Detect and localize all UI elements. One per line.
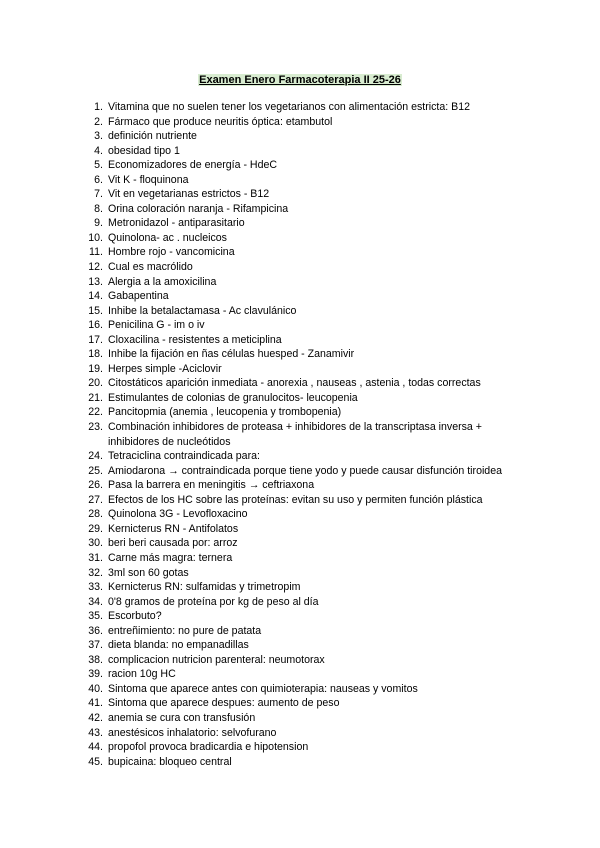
list-item-number: 26. xyxy=(88,479,103,492)
list-item-text: Carne más magra: ternera xyxy=(108,551,233,564)
list-item-text: Kernicterus RN: sulfamidas y trimetropim xyxy=(108,581,301,594)
list-item-number: 11. xyxy=(89,246,103,259)
list-item-text: Amiodarona → contraindicada porque tiene yodo y puede causar disfunción tiroidea xyxy=(108,464,502,477)
list-item xyxy=(0,551,600,566)
list-item xyxy=(0,260,600,275)
list-item xyxy=(0,624,600,639)
list-item-number: 5. xyxy=(94,159,103,172)
list-item-number: 2. xyxy=(94,115,103,128)
list-item-number: 40. xyxy=(88,682,103,695)
list-item-text: Metronidazol - antiparasitario xyxy=(108,217,245,230)
list-item-number: 42. xyxy=(88,711,103,724)
list-item xyxy=(0,202,600,217)
list-item xyxy=(0,333,600,348)
list-item xyxy=(0,318,600,333)
list-item-text: Sintoma que aparece despues: aumento de peso xyxy=(108,697,340,710)
list-item xyxy=(0,216,600,231)
list-item-number: 18. xyxy=(88,348,103,361)
list-item-number: 20. xyxy=(88,377,103,390)
list-item-number: 33. xyxy=(88,581,103,594)
list-item-text: beri beri causada por: arroz xyxy=(108,537,238,550)
list-item xyxy=(0,696,600,711)
list-item-number: 37. xyxy=(88,639,103,652)
list-item-text: Cloxacilina - resistentes a meticiplina xyxy=(108,333,282,346)
list-item-number: 3. xyxy=(94,130,103,143)
list-item xyxy=(0,405,600,420)
list-item-text: anemia se cura con transfusión xyxy=(108,711,256,724)
list-item xyxy=(0,304,600,319)
list-item-number: 13. xyxy=(88,275,103,288)
list-item-text: Alergia a la amoxicilina xyxy=(108,275,217,288)
list-item-number: 45. xyxy=(88,755,103,768)
list-item-text: anestésicos inhalatorio: selvofurano xyxy=(108,726,277,739)
list-item xyxy=(0,362,600,377)
list-item xyxy=(0,245,600,260)
list-item xyxy=(0,420,600,449)
list-item-number: 25. xyxy=(88,464,103,477)
list-item-text: entreñimiento: no pure de patata xyxy=(108,624,262,637)
list-item-text: Vit en vegetarianas estrictos - B12 xyxy=(108,188,270,201)
list-item xyxy=(0,289,600,304)
list-item-text: definición nutriente xyxy=(108,130,197,143)
list-item-number: 39. xyxy=(88,668,103,681)
list-item-text: bupicaina: bloqueo central xyxy=(108,755,232,768)
list-item-text: Tetraciclina contraindicada para: xyxy=(108,450,260,463)
list-item-number: 6. xyxy=(94,173,103,186)
list-item-number: 31. xyxy=(88,551,103,564)
list-item-number: 34. xyxy=(88,595,103,608)
list-item-text: Kernicterus RN - Antifolatos xyxy=(108,522,239,535)
list-item-number: 10. xyxy=(88,231,103,244)
list-item-number: 9. xyxy=(94,217,103,230)
list-item-text: 0'8 gramos de proteína por kg de peso al día xyxy=(108,595,319,608)
list-item-number: 38. xyxy=(88,653,103,666)
list-item-text: Quinolona 3G - Levofloxacino xyxy=(108,508,248,521)
list-item-text: racion 10g HC xyxy=(108,668,176,681)
list-item xyxy=(0,376,600,391)
list-item-number: 16. xyxy=(88,319,103,332)
list-item-text: Herpes simple -Aciclovir xyxy=(108,362,222,375)
list-item-number: 43. xyxy=(88,726,103,739)
list-item xyxy=(0,493,600,508)
list-item xyxy=(0,449,600,464)
list-item xyxy=(0,638,600,653)
list-item-number: 15. xyxy=(88,304,103,317)
list-item xyxy=(0,347,600,362)
list-item xyxy=(0,478,600,493)
list-item-number: 4. xyxy=(94,144,103,157)
list-item xyxy=(0,755,600,770)
list-item-number: 29. xyxy=(88,522,103,535)
list-item-number: 27. xyxy=(88,493,103,506)
list-item-number: 12. xyxy=(88,261,103,274)
list-item-text: Vitamina que no suelen tener los vegetarianos con alimentación estricta: B12 xyxy=(108,101,470,113)
list-item xyxy=(0,580,600,595)
list-item xyxy=(0,726,600,741)
list-item-number: 35. xyxy=(88,610,103,623)
list-item-text: dieta blanda: no empanadillas xyxy=(108,639,249,652)
list-item-text: Estimulantes de colonias de granulocitos- leucopenia xyxy=(108,391,358,404)
list-item xyxy=(0,536,600,551)
list-item xyxy=(0,144,600,159)
list-item xyxy=(0,275,600,290)
list-item xyxy=(0,595,600,610)
list-item xyxy=(0,173,600,188)
list-item-text: Pancitopmia (anemia , leucopenia y trombopenia) xyxy=(108,406,342,419)
list-item-text: Combinación inhibidores de proteasa + inhibidores de la transcriptasa inversa + inhibidores de nucleótidos xyxy=(108,421,482,448)
list-item xyxy=(0,158,600,173)
list-item xyxy=(0,566,600,581)
list-item-text: Inhibe la fijación en ñas células huesped - Zanamivir xyxy=(108,348,355,361)
list-item xyxy=(0,682,600,697)
list-item xyxy=(0,522,600,537)
list-item-number: 44. xyxy=(88,741,103,754)
list-item xyxy=(0,187,600,202)
list-item-text: Vit K - floquinona xyxy=(108,173,189,186)
list-item xyxy=(0,740,600,755)
list-item-text: Sintoma que aparece antes con quimioterapia: nauseas y vomitos xyxy=(108,682,418,695)
list-item xyxy=(0,507,600,522)
list-item xyxy=(0,464,600,479)
list-item-number: 8. xyxy=(94,202,103,215)
list-item xyxy=(0,100,600,115)
list-item-text: complicacion nutricion parenteral: neumotorax xyxy=(108,653,325,666)
list-item-text: Orina coloración naranja - Rifampicina xyxy=(108,202,289,215)
list-item xyxy=(0,115,600,130)
list-item-text: propofol provoca bradicardia e hipotension xyxy=(108,741,309,754)
list-item-number: 23. xyxy=(88,421,103,434)
list-item xyxy=(0,391,600,406)
list-item-text: Efectos de los HC sobre las proteínas: evitan su uso y permiten función plástica xyxy=(108,493,483,506)
list-item xyxy=(0,653,600,668)
list-item-number: 41. xyxy=(88,697,103,710)
list-item-number: 21. xyxy=(88,391,103,404)
list-item-text: Penicilina G - im o iv xyxy=(108,319,205,332)
list-item-number: 7. xyxy=(94,188,103,201)
list-item xyxy=(0,231,600,246)
question-list xyxy=(0,100,600,769)
list-item xyxy=(0,711,600,726)
list-item-text: Pasa la barrera en meningitis → ceftriaxona xyxy=(108,479,315,492)
list-item-text: Hombre rojo - vancomicina xyxy=(108,246,235,259)
list-item-text: 3ml son 60 gotas xyxy=(108,566,189,579)
list-item-number: 1. xyxy=(94,101,103,113)
list-item-number: 19. xyxy=(88,362,103,375)
list-item-text: obesidad tipo 1 xyxy=(108,144,180,157)
list-item-number: 14. xyxy=(88,290,103,303)
list-item-text: Gabapentina xyxy=(108,290,169,303)
list-item xyxy=(0,667,600,682)
document-title xyxy=(0,73,600,87)
list-item-text: Escorbuto? xyxy=(108,610,162,623)
list-item xyxy=(0,129,600,144)
list-item-number: 22. xyxy=(88,406,103,419)
list-item-text: Fármaco que produce neuritis óptica: etambutol xyxy=(108,115,333,128)
list-item-number: 36. xyxy=(88,624,103,637)
list-item-text: Cual es macrólido xyxy=(108,261,193,274)
list-item-text: Quinolona- ac . nucleicos xyxy=(108,231,227,244)
document-title-text: Examen Enero Farmacoterapia II 25-26 xyxy=(199,74,401,86)
list-item-text: Inhibe la betalactamasa - Ac clavulánico xyxy=(108,304,297,317)
list-item-number: 24. xyxy=(88,450,103,463)
list-item xyxy=(0,609,600,624)
list-item-number: 30. xyxy=(88,537,103,550)
list-item-number: 32. xyxy=(88,566,103,579)
list-item-number: 17. xyxy=(88,333,103,346)
list-item-text: Economizadores de energía - HdeC xyxy=(108,159,278,172)
list-item-number: 28. xyxy=(88,508,103,521)
list-item-text: Citostáticos aparición inmediata - anorexia , nauseas , astenia , todas correctas xyxy=(108,377,481,390)
